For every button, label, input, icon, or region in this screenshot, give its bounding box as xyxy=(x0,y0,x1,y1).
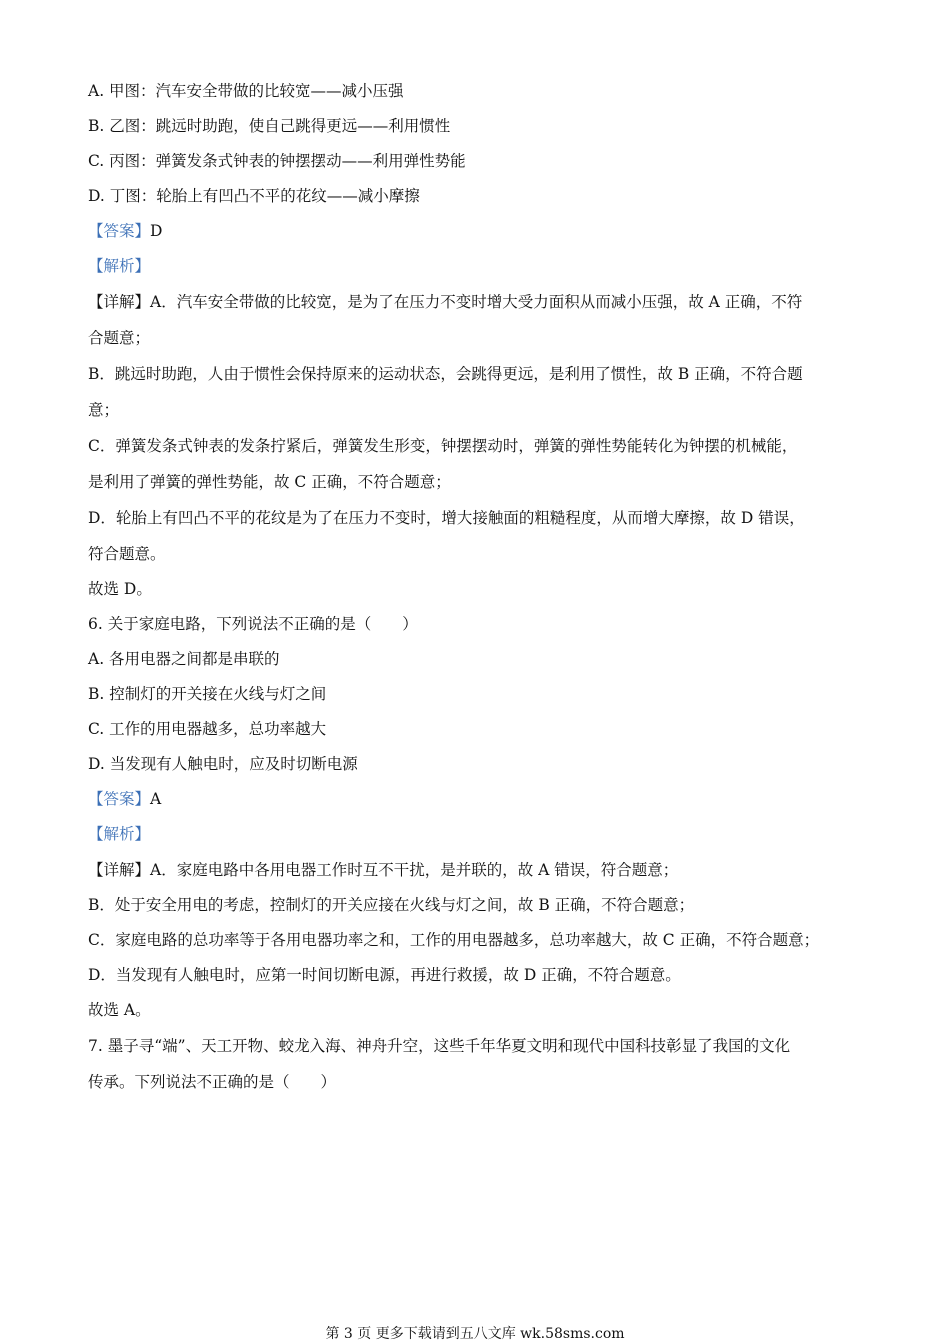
q6-analysis-tag xyxy=(88,823,150,845)
q6-option-d: D. 当发现有人触电时，应及时切断电源 xyxy=(88,755,358,773)
detail-text: A．汽车安全带做的比较宽，是为了在压力不变时增大受力面积从而减小压强，故 A 正确，不符 xyxy=(150,293,803,311)
q6-detail-line-3: C．家庭电路的总功率等于各用电器功率之和，工作的用电器越多，总功率越大，故 C 正确，不符合题意； xyxy=(88,931,820,949)
q5-option-b: B. 乙图：跳远时助跑，使自己跳得更远——利用惯性 xyxy=(88,117,451,135)
q5-option-c: C. 丙图：弹簧发条式钟表的钟摆摆动——利用弹性势能 xyxy=(88,152,466,170)
q6-detail-line-4: D．当发现有人触电时，应第一时间切断电源，再进行救援，故 D 正确，不符合题意。 xyxy=(88,966,681,984)
q6-option-b: B. 控制灯的开关接在火线与灯之间 xyxy=(88,685,327,703)
q5-detail-line-1a xyxy=(88,291,802,313)
q5-detail-line-1b: 合题意； xyxy=(88,329,151,347)
q7-stem-line-b: 传承。下列说法不正确的是（ ） xyxy=(88,1073,337,1091)
q6-stem: 6. 关于家庭电路，下列说法不正确的是（ ） xyxy=(88,615,418,633)
q6-option-c: C. 工作的用电器越多，总功率越大 xyxy=(88,720,327,738)
q5-analysis-tag xyxy=(88,255,150,277)
q5-answer-line xyxy=(88,220,162,242)
analysis-tag: 【解析】 xyxy=(88,257,151,275)
q6-answer-line xyxy=(88,788,161,810)
q5-detail-line-4b: 符合题意。 xyxy=(88,545,166,563)
answer-value: A xyxy=(150,790,162,808)
answer-tag: 【答案】 xyxy=(88,222,151,240)
q7-stem-line-a: 7. 墨子寻“端”、天工开物、蛟龙入海、神舟升空，这些千年华夏文明和现代中国科技彰显了我国的文化 xyxy=(88,1037,791,1055)
detail-tag: 【详解】 xyxy=(88,293,151,311)
analysis-tag: 【解析】 xyxy=(88,825,151,843)
detail-text: A．家庭电路中各用电器工作时互不干扰，是并联的，故 A 错误，符合题意； xyxy=(150,861,679,879)
q5-detail-line-3a: C．弹簧发条式钟表的发条拧紧后，弹簧发生形变，钟摆摆动时，弹簧的弹性势能转化为钟摆的机械能， xyxy=(88,437,798,455)
q6-detail-line-1 xyxy=(88,859,678,881)
page-footer: 第 3 页 更多下载请到五八文库 wk.58sms.com xyxy=(325,1326,625,1342)
answer-value: D xyxy=(150,222,163,240)
q5-option-d: D. 丁图：轮胎上有凹凸不平的花纹——减小摩擦 xyxy=(88,187,420,205)
answer-tag: 【答案】 xyxy=(88,790,151,808)
q5-conclusion: 故选 D。 xyxy=(88,580,152,598)
q6-option-a: A. 各用电器之间都是串联的 xyxy=(88,650,280,668)
q6-detail-line-2: B．处于安全用电的考虑，控制灯的开关应接在火线与灯之间，故 B 正确，不符合题意； xyxy=(88,896,695,914)
q6-conclusion: 故选 A。 xyxy=(88,1001,151,1019)
q5-detail-line-3b: 是利用了弹簧的弹性势能，故 C 正确，不符合题意； xyxy=(88,473,451,491)
q5-option-a: A. 甲图：汽车安全带做的比较宽——减小压强 xyxy=(88,82,404,100)
detail-tag: 【详解】 xyxy=(88,861,151,879)
q5-detail-line-2b: 意； xyxy=(88,401,120,419)
q5-detail-line-4a: D．轮胎上有凹凸不平的花纹是为了在压力不变时，增大接触面的粗糙程度，从而增大摩擦，故 D 错误， xyxy=(88,509,805,527)
q5-detail-line-2a: B．跳远时助跑，人由于惯性会保持原来的运动状态，会跳得更远，是利用了惯性，故 B 正确，不符合题 xyxy=(88,365,803,383)
